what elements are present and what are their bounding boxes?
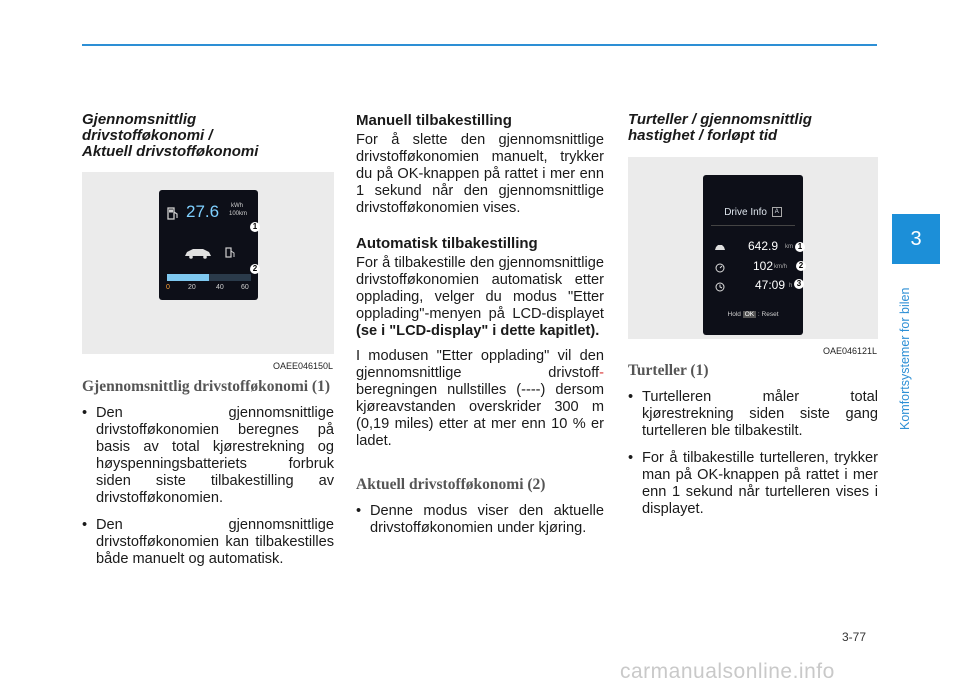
scale-label-40: 40 [216,284,224,291]
list-item: • Denne modus viser den aktuelle drivstofføkonomien under kjøring. [356,503,604,537]
marker-2: 2 [796,261,806,271]
list-item: • For å tilbakestille turtelleren, trykker man på OK-knappen på rattet i mer enn 1 sekund når turtelleren vises i displayet. [628,450,878,518]
column-1 [82,112,334,568]
section-heading-fuel-economy: Gjennomsnittlig drivstofføkonomi / Aktuell drivstofføkonomi [82,111,259,160]
column-2 [356,112,604,537]
speed-gauge-icon [715,263,725,273]
bullet-list [356,503,604,537]
paragraph-manual-reset: For å slette den gjennomsnittlige drivstofføkonomien manuelt, trykker du på OK-knappen på rattet i mer enn 1 sekund når den gjennomsnittlige drivstofføkonomien vises. [356,132,604,216]
scale-label-0: 0 [166,284,170,291]
marker-1: 1 [250,222,260,232]
economy-bar-graph [167,274,251,281]
odometer-value: 642.9 [748,239,779,253]
economy-bar-fill [167,274,209,281]
figure-caption: OAE046121L [822,346,877,356]
paragraph-automatic-reset: For å tilbakestille den gjennomsnittlige drivstofføkonomien automatisk etter opplading, velger du modus "Etter opplading"-menyen på LCD-displayet (se i "LCD-display" i dette kapitlet). [356,255,604,339]
figure-caption: OAEE046150L [272,361,333,371]
title-divider [711,225,795,226]
fuel-economy-figure [82,172,334,371]
chapter-tab: 3 [892,214,940,264]
average-speed-value: 102 [753,259,774,273]
car-icon [183,247,213,259]
column-3 [628,112,878,518]
title-badge: A [772,207,782,217]
elapsed-time-value: 47:09 [755,278,786,292]
reset-hint: Hold OK : Reset [727,311,779,318]
top-rule [82,44,877,46]
page-number: 3-77 [842,630,867,644]
list-item: • Den gjennomsnittlige drivstofføkonomien kan tilbakestilles både manuelt og automatisk. [82,517,334,568]
drive-info-title: Drive Info A [703,207,803,218]
section-heading-odometer: Turteller / gjennomsnittlig hastighet / forløpt tid [628,111,812,144]
bullet-list [82,405,334,568]
average-speed-unit: km/h [774,264,788,270]
scale-label-60: 60 [241,284,249,291]
subheading-current-economy: Aktuell drivstofføkonomi (2) [356,476,546,493]
list-item: • Den gjennomsnittlige drivstofføkonomien beregnes på basis av total kjørestrekning og høyspenningsbatteriets forbruk siden siste tilbakestilling av drivstofføkonomien. [82,405,334,507]
subheading-average-economy: Gjennomsnittlig drivstofføkonomi (1) [82,378,330,395]
odometer-car-icon [714,244,726,252]
subheading-odometer: Turteller (1) [628,362,709,379]
marker-3: 3 [794,279,804,289]
list-item: • Turtelleren måler total kjørestrekning siden siste gang turtelleren ble tilbakestilt. [628,389,878,440]
scale-label-20: 20 [188,284,196,291]
marker-1: 1 [795,242,805,252]
odometer-unit: km [785,244,793,250]
fuel-pump-icon [167,207,179,221]
paragraph-after-charging: I modusen "Etter opplading" vil den gjennomsnittlige drivstoff- beregningen nullstilles (----) dersom kjøreavstanden overskrider 300 m (0,19 miles) etter at mer enn 10 % er ladet. [356,348,604,449]
chapter-title: Komfortsystemer for bilen [898,287,912,430]
heading-automatic-reset: Automatisk tilbakestilling [356,235,538,252]
ok-badge: OK [744,311,755,318]
bullet-list [628,389,878,518]
fuel-economy-display [159,190,258,300]
clock-icon [715,282,725,292]
watermark: carmanualsonline.info [620,660,835,683]
fuel-economy-value: 27.6 [186,202,220,221]
fuel-gauge-icon [225,247,235,259]
heading-manual-reset: Manuell tilbakestilling [356,112,512,129]
unit-100km: 100km [229,211,248,217]
drive-info-display [703,175,803,335]
elapsed-time-unit: h [789,283,793,289]
drive-info-figure [628,157,878,356]
unit-kwh: kWh [231,203,243,209]
marker-2: 2 [250,264,260,274]
